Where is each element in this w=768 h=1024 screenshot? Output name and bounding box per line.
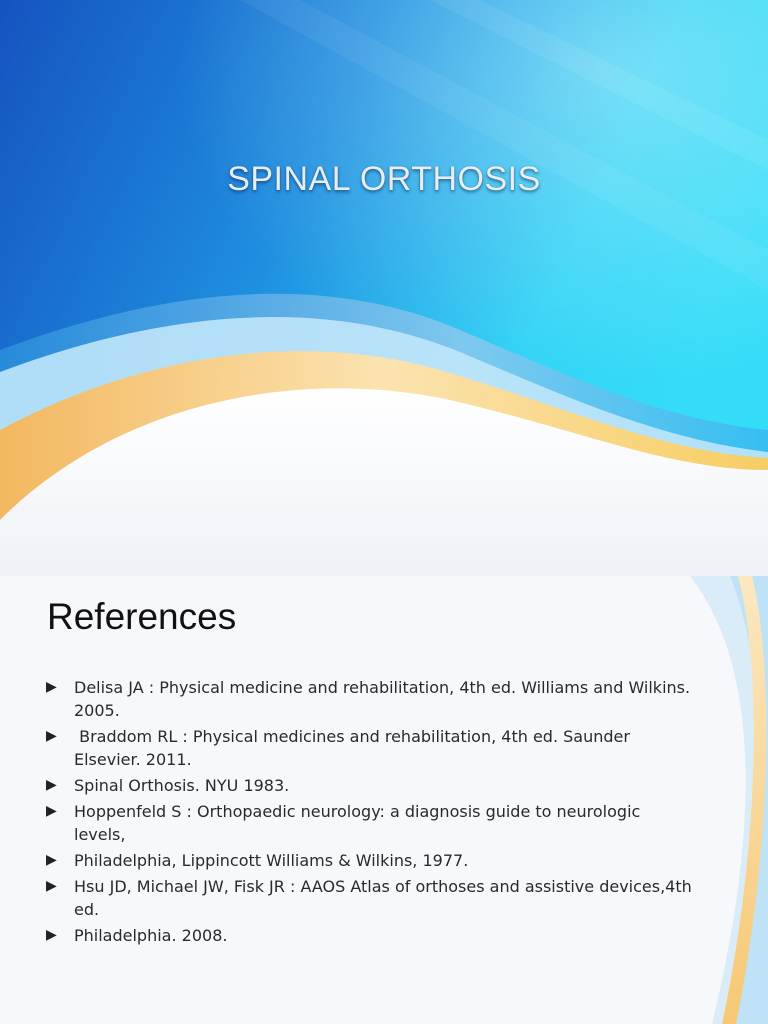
- list-item: ▶ Philadelphia. 2008.: [46, 926, 228, 945]
- triangle-right-icon: ▶: [46, 728, 57, 744]
- list-item: ▶ Spinal Orthosis. NYU 1983.: [46, 776, 290, 795]
- list-item: ▶ Philadelphia, Lippincott Williams & Wilkins, 1977.: [46, 851, 469, 870]
- references-heading: References: [47, 596, 237, 637]
- triangle-right-icon: ▶: [46, 679, 57, 695]
- list-item: ▶ Hoppenfeld S : Orthopaedic neurology: a diagnosis guide to neurologic levels,: [46, 802, 641, 844]
- triangle-right-icon: ▶: [46, 777, 57, 793]
- triangle-right-icon: ▶: [46, 878, 57, 894]
- list-item: ▶ Hsu JD, Michael JW, Fisk JR : AAOS Atlas of orthoses and assistive devices,4th ed.: [46, 877, 692, 919]
- triangle-right-icon: ▶: [46, 803, 57, 819]
- list-item: ▶ Delisa JA : Physical medicine and rehabilitation, 4th ed. Williams and Wilkins. 2005.: [46, 678, 691, 720]
- triangle-right-icon: ▶: [46, 852, 57, 868]
- references-list: [46, 676, 696, 950]
- list-item: ▶ Braddom RL : Physical medicines and rehabilitation, 4th ed. Saunder Elsevier. 2011.: [46, 727, 636, 769]
- references-slide: [0, 576, 768, 1024]
- triangle-right-icon: ▶: [46, 927, 57, 943]
- slide-title: SPINAL ORTHOSIS: [227, 160, 541, 198]
